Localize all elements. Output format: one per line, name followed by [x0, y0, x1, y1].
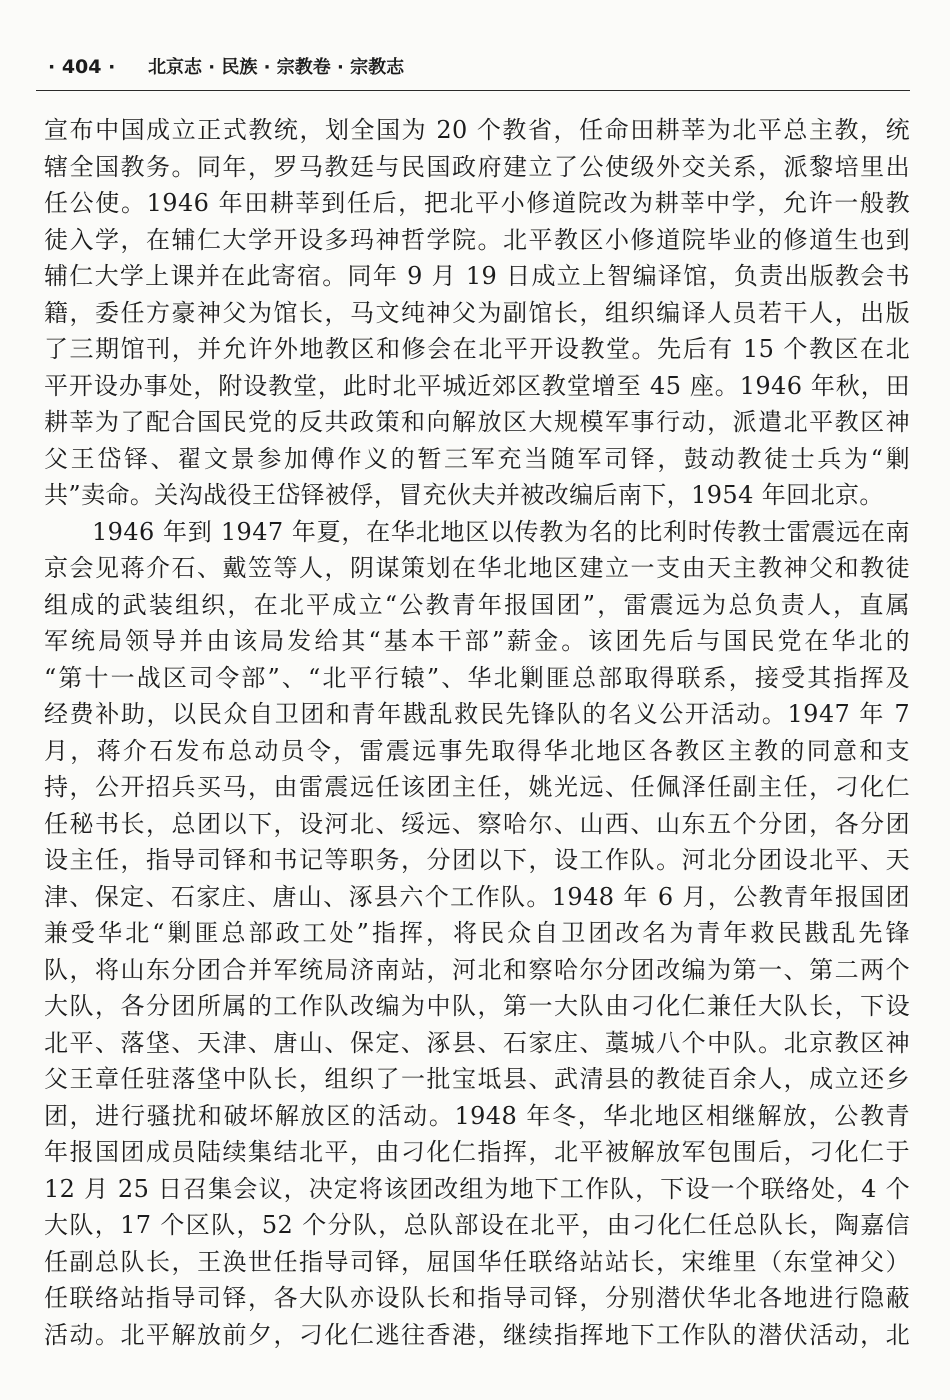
- text-line: 了三期馆刊，并允许外地教区和修会在北平开设教堂。先后有 15 个教区在北: [44, 335, 910, 363]
- text-line: 北平、落垡、天津、唐山、保定、涿县、石家庄、藁城八个中队。北京教区神: [44, 1028, 910, 1057]
- text-line: 父王岱铎、翟文景参加傅作义的暂三军充当随军司铎，鼓动教徒士兵为“剿: [44, 444, 910, 473]
- running-header: [48, 52, 910, 88]
- text-line: 辅仁大学上课并在此寄宿。同年 9 月 19 日成立上智编译馆，负责出版教会书: [44, 262, 910, 290]
- text-line: 父王章任驻落垡中队长，组织了一批宝坻县、武清县的教徒百余人，成立还乡: [44, 1065, 910, 1093]
- text-line: 徒入学，在辅仁大学开设多玛神哲学院。北平教区小修道院毕业的修道生也到: [44, 225, 910, 254]
- header-rule: [36, 90, 910, 91]
- text-line: 耕莘为了配合国民党的反共政策和向解放区大规模军事行动，派遣北平教区神: [44, 408, 910, 436]
- text-line: 任秘书长，总团以下，设河北、绥远、察哈尔、山西、山东五个分团，各分团: [44, 809, 910, 838]
- text-line: 任联络站指导司铎，各大队亦设队长和指导司铎，分别潜伏华北各地进行隐蔽: [44, 1284, 910, 1312]
- text-line: 兼受华北“剿匪总部政工处”指挥，将民众自卫团改名为青年救民戡乱先锋: [44, 919, 910, 947]
- text-line: 任公使。1946 年田耕莘到任后，把北平小修道院改为耕莘中学，允许一般教: [44, 189, 910, 217]
- text-line: 共”卖命。关沟战役王岱铎被俘，冒充伙夫并被改编后南下，1954 年回北京。: [44, 481, 884, 509]
- text-line: 平开设办事处，附设教堂，此时北平城近郊区教堂增至 45 座。1946 年秋，田: [44, 371, 910, 400]
- text-line: 辖全国教务。同年，罗马教廷与民国政府建立了公使级外交关系，派黎培里出: [44, 152, 910, 181]
- text-line: 军统局领导并由该局发给其“基本干部”薪金。该团先后与国民党在华北的: [44, 627, 910, 655]
- text-line: 队，将山东分团合并军统局济南站，河北和察哈尔分团改编为第一、第二两个: [44, 955, 910, 984]
- text-line: 12 月 25 日召集会议，决定将该团改组为地下工作队，下设一个联络处，4 个: [44, 1174, 910, 1203]
- text-line: 活动。北平解放前夕，刁化仁逃往香港，继续指挥地下工作队的潜伏活动，北: [44, 1320, 910, 1349]
- text-line: 经费补助，以民众自卫团和青年戡乱救民先锋队的名义公开活动。1947 年 7: [44, 700, 910, 728]
- page-number: · 404 ·: [48, 56, 116, 78]
- text-line: 津、保定、石家庄、唐山、涿县六个工作队。1948 年 6 月，公教青年报国团: [44, 882, 910, 911]
- body-text: [44, 112, 910, 1353]
- text-line: 组成的武装组织，在北平成立“公教青年报国团”，雷震远为总负责人，直属: [44, 590, 910, 619]
- text-line: 大队，17 个区队，52 个分队，总队部设在北平，由刁化仁任总队长，陶嘉信: [44, 1211, 910, 1239]
- text-line: 大队，各分团所属的工作队改编为中队，第一大队由刁化仁兼任大队长，下设: [44, 992, 910, 1020]
- text-line: 任副总队长，王涣世任指导司铎，屈国华任联络站站长，宋维里（东堂神父）: [44, 1247, 910, 1276]
- text-line: 设主任，指导司铎和书记等职务，分团以下，设工作队。河北分团设北平、天: [44, 846, 910, 874]
- text-line: 年报国团成员陆续集结北平，由刁化仁指挥，北平被解放军包围后，刁化仁于: [44, 1138, 910, 1166]
- paragraph-start-line: 1946 年到 1947 年夏，在华北地区以传教为名的比利时传教士雷震远在南: [92, 517, 910, 546]
- text-line: 团，进行骚扰和破坏解放区的活动。1948 年冬，华北地区相继解放，公教青: [44, 1101, 910, 1130]
- text-line: 持，公开招兵买马，由雷震远任该团主任，姚光远、任佩泽任副主任，刁化仁: [44, 773, 910, 801]
- text-line: “第十一战区司令部”、“北平行辕”、华北剿匪总部取得联系，接受其指挥及: [44, 663, 910, 692]
- text-line: 籍，委任方豪神父为馆长，马文纯神父为副馆长，组织编译人员若干人，出版: [44, 298, 910, 327]
- series-title: 北京志 · 民族 · 宗教卷 · 宗教志: [147, 57, 405, 78]
- text-line: 宣布中国成立正式教统，划全国为 20 个教省，任命田耕莘为北平总主教，统: [44, 116, 910, 144]
- text-line: 月，蒋介石发布总动员令，雷震远事先取得华北地区各教区主教的同意和支: [44, 736, 910, 765]
- text-line: 京会见蒋介石、戴笠等人，阴谋策划在华北地区建立一支由天主教神父和教徒: [44, 554, 910, 582]
